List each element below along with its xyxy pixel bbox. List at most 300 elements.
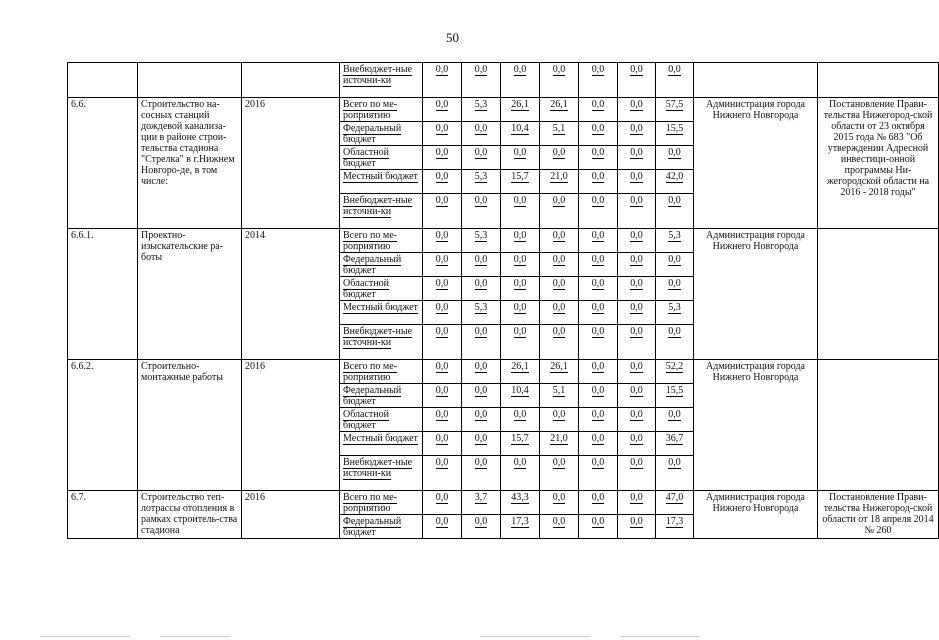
funding-source-cell [340, 170, 423, 194]
document-cell [818, 63, 939, 98]
amount-cell [618, 456, 656, 491]
amount-cell [462, 194, 501, 229]
amount-cell [618, 170, 656, 194]
funding-source-cell [340, 253, 423, 277]
amount-value: 0,0 [474, 433, 488, 444]
amount-cell [501, 325, 540, 360]
amount-cell [462, 122, 501, 146]
amount-value: 0,0 [435, 492, 449, 503]
funding-source-cell [340, 122, 423, 146]
amount-value: 0,0 [630, 409, 643, 420]
amount-cell [579, 432, 618, 456]
amount-cell [462, 301, 501, 325]
amount-cell [423, 325, 462, 360]
year-cell [242, 63, 340, 98]
amount-cell [501, 301, 540, 325]
amount-cell [540, 408, 579, 432]
amount-value: 0,0 [474, 326, 488, 337]
amount-value: 0,0 [513, 195, 527, 206]
budget-table [67, 62, 939, 539]
amount-value: 0,0 [668, 409, 681, 420]
amount-cell [656, 360, 694, 384]
amount-cell [618, 229, 656, 253]
amount-cell [501, 384, 540, 408]
amount-value: 5,3 [474, 302, 488, 313]
amount-value: 0,0 [513, 64, 527, 75]
amount-cell [423, 491, 462, 515]
amount-cell [423, 277, 462, 301]
amount-value: 0,0 [591, 385, 605, 396]
amount-cell [423, 63, 462, 98]
item-executor: Администрация города Нижнего Новгорода [694, 491, 818, 539]
amount-cell [540, 277, 579, 301]
funding-source-label: Местный бюджет [343, 302, 418, 313]
amount-value: 0,0 [552, 516, 566, 527]
amount-value: 21,0 [550, 171, 568, 182]
amount-value: 0,0 [435, 361, 449, 372]
amount-cell [579, 360, 618, 384]
amount-value: 0,0 [474, 516, 488, 527]
amount-value: 0,0 [513, 302, 527, 313]
amount-value: 0,0 [591, 278, 605, 289]
amount-cell [540, 325, 579, 360]
funding-source-cell [340, 229, 423, 253]
amount-value: 0,0 [591, 171, 605, 182]
name-cell [138, 63, 242, 98]
item-document: Постановление Прави-тельства Нижегород-ской области от 23 октября 2015 года № 683 "Об утверждении Адресной инвестици-онной программы Ни-жегородской области на 2016 - 2018 годы" [818, 98, 939, 229]
amount-cell [618, 146, 656, 170]
amount-value: 0,0 [435, 230, 449, 241]
table-row [68, 63, 939, 98]
amount-value: 0,0 [630, 147, 643, 158]
amount-value: 43,3 [511, 492, 529, 503]
amount-cell [501, 63, 540, 98]
amount-value: 10,4 [511, 123, 529, 134]
amount-cell [501, 277, 540, 301]
funding-source-label: Всего по ме-роприятию [343, 361, 397, 383]
item-year: 2016 [242, 360, 340, 491]
amount-value: 0,0 [630, 230, 643, 241]
item-year: 2014 [242, 229, 340, 360]
amount-value: 0,0 [552, 492, 566, 503]
amount-value: 0,0 [552, 147, 566, 158]
table-body [68, 63, 939, 539]
funding-source-cell [340, 325, 423, 360]
amount-value: 0,0 [591, 409, 605, 420]
amount-value: 0,0 [630, 385, 643, 396]
amount-value: 0,0 [474, 278, 488, 289]
amount-cell [462, 146, 501, 170]
amount-cell [462, 325, 501, 360]
amount-cell [423, 456, 462, 491]
amount-cell [656, 432, 694, 456]
amount-cell [579, 325, 618, 360]
amount-value: 36,7 [665, 433, 684, 444]
amount-value: 17,3 [665, 516, 684, 527]
amount-cell [656, 146, 694, 170]
amount-cell [462, 360, 501, 384]
amount-value: 0,0 [591, 433, 605, 444]
amount-value: 0,0 [591, 64, 605, 75]
amount-value: 0,0 [668, 64, 681, 75]
amount-value: 0,0 [474, 195, 488, 206]
amount-value: 0,0 [435, 147, 449, 158]
amount-value: 5,3 [474, 99, 488, 110]
amount-value: 0,0 [630, 195, 643, 206]
amount-cell [618, 408, 656, 432]
funding-source-label: Федеральный бюджет [343, 385, 402, 407]
amount-cell [501, 456, 540, 491]
amount-value: 0,0 [513, 457, 527, 468]
amount-cell [579, 146, 618, 170]
amount-value: 26,1 [550, 361, 568, 372]
amount-cell [656, 301, 694, 325]
amount-cell [462, 408, 501, 432]
amount-cell [462, 277, 501, 301]
amount-cell [501, 360, 540, 384]
amount-value: 42,0 [665, 171, 684, 182]
amount-cell [618, 194, 656, 229]
amount-value: 0,0 [513, 409, 527, 420]
amount-value: 0,0 [513, 230, 527, 241]
amount-cell [423, 98, 462, 122]
scan-artifact [160, 636, 230, 637]
amount-cell [462, 253, 501, 277]
amount-cell [656, 253, 694, 277]
amount-value: 0,0 [630, 516, 643, 527]
amount-value: 3,7 [474, 492, 488, 503]
amount-cell [540, 491, 579, 515]
item-name: Строительство теп-лотрассы отопления в рамках строитель-ства стадиона [138, 491, 242, 539]
amount-cell [579, 277, 618, 301]
amount-cell [540, 146, 579, 170]
funding-source-cell [340, 515, 423, 539]
item-code: 6.6.2. [68, 360, 138, 491]
amount-cell [656, 456, 694, 491]
amount-cell [579, 98, 618, 122]
amount-cell [501, 408, 540, 432]
amount-cell [423, 360, 462, 384]
amount-cell [618, 277, 656, 301]
funding-source-label: Областной бюджет [343, 147, 390, 169]
amount-cell [501, 253, 540, 277]
amount-value: 0,0 [513, 147, 527, 158]
scan-artifact [40, 636, 130, 637]
amount-cell [656, 491, 694, 515]
amount-cell [462, 491, 501, 515]
table-row [68, 491, 939, 515]
funding-source-cell [340, 456, 423, 491]
item-document [818, 229, 939, 360]
amount-cell [423, 170, 462, 194]
amount-value: 10,4 [511, 385, 529, 396]
page-number: 50 [446, 30, 459, 45]
amount-cell [540, 360, 579, 384]
amount-value: 0,0 [552, 230, 566, 241]
amount-cell [540, 253, 579, 277]
amount-value: 0,0 [435, 457, 449, 468]
funding-source-cell [340, 146, 423, 170]
amount-cell [656, 515, 694, 539]
amount-cell [462, 98, 501, 122]
funding-source-label: Внебюджет-ные источни-ки [343, 195, 413, 217]
amount-value: 0,0 [591, 254, 605, 265]
item-name: Строительно-монтажные работы [138, 360, 242, 491]
amount-value: 15,7 [511, 433, 529, 444]
amount-value: 0,0 [668, 278, 681, 289]
item-year: 2016 [242, 98, 340, 229]
amount-cell [423, 408, 462, 432]
amount-value: 0,0 [435, 385, 449, 396]
amount-cell [501, 122, 540, 146]
amount-cell [501, 194, 540, 229]
amount-cell [423, 432, 462, 456]
amount-value: 0,0 [630, 278, 643, 289]
amount-value: 0,0 [668, 254, 681, 265]
amount-value: 0,0 [435, 326, 449, 337]
amount-cell [462, 456, 501, 491]
funding-source-label: Всего по ме-роприятию [343, 492, 397, 514]
amount-cell [462, 63, 501, 98]
amount-value: 0,0 [591, 361, 605, 372]
amount-value: 0,0 [552, 278, 566, 289]
amount-cell [618, 122, 656, 146]
amount-cell [579, 194, 618, 229]
amount-value: 0,0 [630, 433, 643, 444]
amount-cell [462, 229, 501, 253]
funding-source-cell [340, 277, 423, 301]
amount-value: 0,0 [591, 492, 605, 503]
table-row [68, 229, 939, 253]
amount-cell [423, 253, 462, 277]
amount-cell [618, 301, 656, 325]
funding-source-label: Местный бюджет [343, 171, 418, 182]
amount-value: 0,0 [630, 326, 643, 337]
item-document: Постановление Прави-тельства Нижегород-ской области от 18 апреля 2014 № 260 [818, 491, 939, 539]
amount-value: 0,0 [591, 457, 605, 468]
item-name: Проектно-изыскательские ра-боты [138, 229, 242, 360]
item-code: 6.6. [68, 98, 138, 229]
amount-cell [656, 408, 694, 432]
item-document [818, 360, 939, 491]
amount-value: 0,0 [474, 361, 488, 372]
amount-value: 0,0 [591, 326, 605, 337]
amount-cell [540, 432, 579, 456]
amount-value: 26,1 [511, 361, 529, 372]
amount-cell [540, 384, 579, 408]
item-executor: Администрация города Нижнего Новгорода [694, 360, 818, 491]
amount-cell [462, 384, 501, 408]
amount-cell [423, 122, 462, 146]
funding-source-cell [340, 432, 423, 456]
amount-cell [618, 491, 656, 515]
amount-cell [656, 122, 694, 146]
amount-value: 0,0 [474, 409, 488, 420]
amount-value: 26,1 [550, 99, 568, 110]
amount-value: 0,0 [474, 147, 488, 158]
amount-cell [656, 325, 694, 360]
amount-cell [618, 63, 656, 98]
amount-value: 5,1 [552, 385, 566, 396]
funding-source-cell [340, 98, 423, 122]
amount-cell [579, 408, 618, 432]
amount-cell [618, 432, 656, 456]
amount-value: 0,0 [513, 278, 527, 289]
amount-value: 5,3 [668, 230, 681, 241]
item-executor: Администрация города Нижнего Новгорода [694, 229, 818, 360]
amount-value: 0,0 [630, 457, 643, 468]
amount-cell [540, 98, 579, 122]
amount-value: 0,0 [435, 409, 449, 420]
amount-cell [423, 301, 462, 325]
amount-cell [501, 170, 540, 194]
amount-value: 0,0 [552, 457, 566, 468]
funding-source-label: Внебюджет-ные источни-ки [343, 64, 413, 86]
amount-cell [656, 98, 694, 122]
funding-source-cell [340, 194, 423, 229]
amount-value: 57,5 [665, 99, 684, 110]
amount-value: 0,0 [552, 409, 566, 420]
amount-cell [579, 63, 618, 98]
funding-source-label: Федеральный бюджет [343, 123, 402, 145]
amount-cell [579, 384, 618, 408]
item-code: 6.7. [68, 491, 138, 539]
amount-value: 0,0 [474, 385, 488, 396]
amount-value: 21,0 [550, 433, 568, 444]
amount-value: 0,0 [630, 123, 643, 134]
amount-value: 5,3 [474, 230, 488, 241]
amount-cell [540, 456, 579, 491]
funding-source-cell [340, 491, 423, 515]
amount-value: 0,0 [630, 302, 643, 313]
amount-value: 0,0 [435, 302, 449, 313]
amount-value: 0,0 [474, 123, 488, 134]
amount-cell [656, 384, 694, 408]
amount-cell [501, 491, 540, 515]
amount-value: 52,2 [665, 361, 684, 372]
amount-cell [540, 170, 579, 194]
amount-value: 0,0 [591, 230, 605, 241]
amount-value: 0,0 [513, 326, 527, 337]
amount-cell [618, 515, 656, 539]
amount-value: 0,0 [435, 123, 449, 134]
amount-cell [618, 360, 656, 384]
amount-cell [618, 253, 656, 277]
amount-cell [423, 229, 462, 253]
amount-cell [423, 146, 462, 170]
amount-cell [579, 229, 618, 253]
item-year: 2016 [242, 491, 340, 539]
amount-cell [501, 432, 540, 456]
amount-cell [618, 325, 656, 360]
funding-source-label: Внебюджет-ные источни-ки [343, 457, 413, 479]
amount-value: 0,0 [552, 195, 566, 206]
amount-value: 5,3 [668, 302, 681, 313]
amount-value: 0,0 [552, 64, 566, 75]
amount-value: 0,0 [668, 195, 681, 206]
amount-value: 0,0 [435, 195, 449, 206]
amount-value: 47,0 [665, 492, 684, 503]
amount-cell [501, 229, 540, 253]
amount-value: 5,3 [474, 171, 488, 182]
amount-cell [462, 515, 501, 539]
amount-value: 0,0 [630, 64, 643, 75]
amount-value: 0,0 [474, 457, 488, 468]
amount-value: 0,0 [630, 492, 643, 503]
amount-cell [423, 194, 462, 229]
amount-cell [462, 432, 501, 456]
amount-value: 0,0 [435, 64, 449, 75]
amount-value: 0,0 [552, 302, 566, 313]
amount-value: 0,0 [474, 254, 488, 265]
amount-cell [579, 301, 618, 325]
funding-source-label: Федеральный бюджет [343, 254, 402, 276]
amount-cell [540, 515, 579, 539]
amount-value: 0,0 [435, 516, 449, 527]
amount-value: 0,0 [668, 147, 681, 158]
amount-cell [656, 277, 694, 301]
item-code: 6.6.1. [68, 229, 138, 360]
amount-cell [540, 301, 579, 325]
amount-value: 0,0 [668, 457, 681, 468]
amount-cell [501, 515, 540, 539]
amount-value: 0,0 [591, 302, 605, 313]
amount-cell [579, 253, 618, 277]
amount-cell [501, 98, 540, 122]
amount-cell [579, 491, 618, 515]
amount-value: 0,0 [591, 195, 605, 206]
amount-cell [579, 122, 618, 146]
amount-cell [501, 146, 540, 170]
amount-cell [579, 515, 618, 539]
amount-value: 0,0 [552, 326, 566, 337]
amount-value: 0,0 [513, 254, 527, 265]
funding-source-cell [340, 384, 423, 408]
amount-cell [540, 229, 579, 253]
amount-cell [618, 98, 656, 122]
amount-value: 0,0 [591, 516, 605, 527]
scan-artifact [480, 636, 590, 637]
document-table-frame [0, 62, 939, 539]
funding-source-cell [340, 360, 423, 384]
amount-value: 15,5 [665, 385, 684, 396]
funding-source-label: Местный бюджет [343, 433, 418, 444]
amount-value: 0,0 [474, 64, 488, 75]
amount-value: 0,0 [435, 254, 449, 265]
funding-source-label: Областной бюджет [343, 409, 390, 431]
amount-value: 15,7 [511, 171, 529, 182]
amount-cell [618, 384, 656, 408]
amount-value: 0,0 [435, 171, 449, 182]
funding-source-cell [340, 301, 423, 325]
funding-source-cell [340, 408, 423, 432]
amount-value: 0,0 [668, 326, 681, 337]
amount-value: 0,0 [435, 99, 449, 110]
funding-source-label: Областной бюджет [343, 278, 390, 300]
amount-cell [656, 63, 694, 98]
amount-value: 26,1 [511, 99, 529, 110]
amount-value: 15,5 [665, 123, 684, 134]
amount-value: 0,0 [630, 254, 643, 265]
amount-cell [423, 384, 462, 408]
amount-value: 0,0 [591, 123, 605, 134]
amount-cell [656, 170, 694, 194]
amount-cell [656, 194, 694, 229]
amount-value: 0,0 [552, 254, 566, 265]
amount-value: 5,1 [552, 123, 566, 134]
amount-cell [540, 63, 579, 98]
funding-source-cell [340, 63, 423, 98]
